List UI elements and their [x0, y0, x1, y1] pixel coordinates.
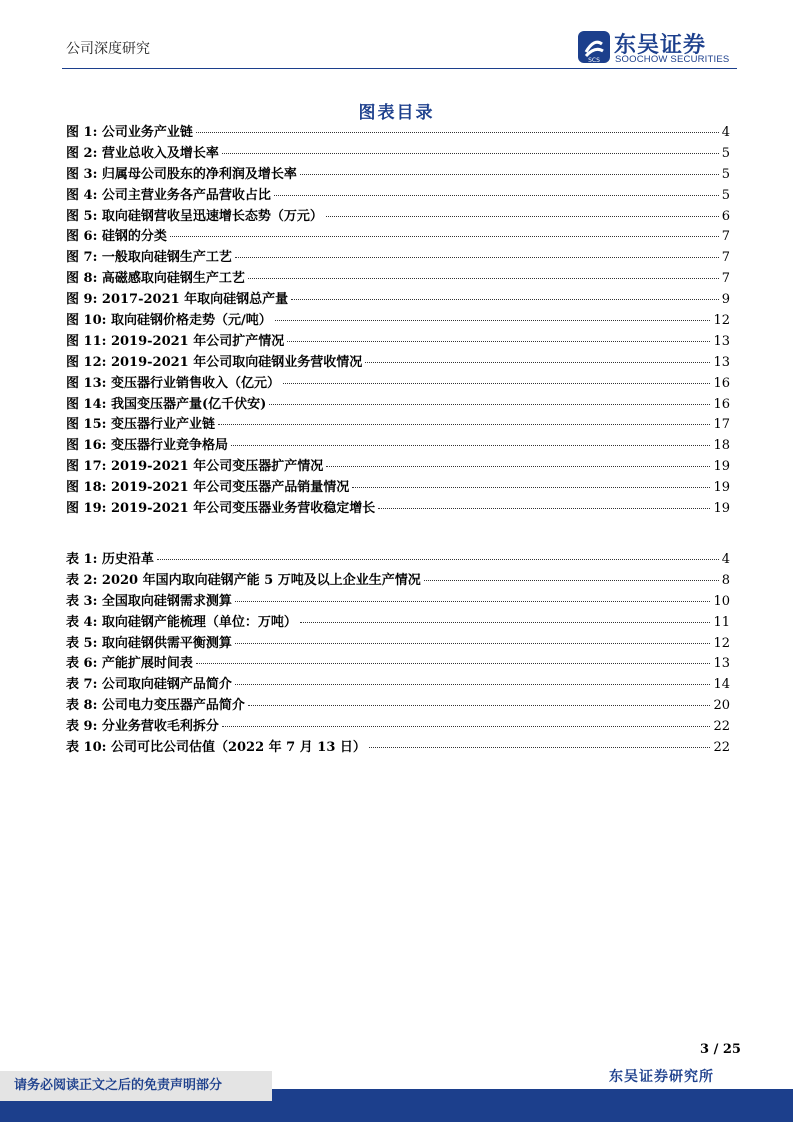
dot-leader — [248, 277, 719, 279]
dot-leader — [275, 319, 711, 321]
footer-institute: 东吴证券研究所 — [609, 1069, 714, 1085]
figure-entry[interactable] — [66, 434, 730, 455]
figure-entry[interactable] — [66, 288, 730, 309]
figure-entry-label: 图 18: 2019-2021 年公司变压器产品销量情况 — [66, 480, 350, 496]
figure-entry-page: 13 — [713, 333, 730, 349]
dot-leader — [222, 152, 719, 154]
figure-entry[interactable] — [66, 351, 730, 372]
table-entry-page: 8 — [721, 572, 730, 588]
table-entry-label: 表 1: 历史沿革 — [66, 552, 154, 567]
dot-leader — [218, 423, 711, 425]
figure-entry-page: 17 — [713, 417, 730, 433]
table-entry[interactable] — [66, 590, 730, 611]
dot-leader — [222, 725, 711, 727]
dot-leader — [235, 642, 711, 644]
table-list — [66, 548, 730, 757]
figure-entry-page: 18 — [713, 438, 730, 454]
figure-entry-label: 图 7: 一般取向硅钢生产工艺 — [66, 250, 232, 266]
dot-leader — [365, 361, 710, 363]
figure-entry-page: 5 — [721, 166, 730, 182]
figure-entry-label: 图 6: 硅钢的分类 — [66, 229, 167, 245]
brand-name-en: SOOCHOW SECURITIES — [615, 54, 730, 65]
toc-title: 图表目录 — [358, 103, 435, 123]
figure-entry[interactable] — [66, 476, 730, 497]
figure-entry-label: 图 4: 公司主营业务各产品营收占比 — [66, 187, 271, 203]
table-entry-label: 表 7: 公司取向硅钢产品简介 — [66, 677, 232, 693]
figure-entry[interactable] — [66, 184, 730, 205]
figure-entry-label: 图 17: 2019-2021 年公司变压器扩产情况 — [66, 459, 324, 475]
figure-entry-page: 5 — [721, 187, 730, 203]
table-entry[interactable] — [66, 548, 730, 569]
dot-leader — [326, 465, 710, 467]
figure-entry[interactable] — [66, 142, 730, 163]
figure-entry-page: 16 — [713, 375, 730, 391]
figure-entry-page: 19 — [713, 480, 730, 496]
figure-entry-label: 图 19: 2019-2021 年公司变压器业务营收稳定增长 — [66, 501, 376, 517]
figure-entry-label: 图 14: 我国变压器产量(亿千伏安) — [66, 396, 267, 412]
table-entry[interactable] — [66, 673, 730, 694]
dot-leader — [424, 579, 719, 581]
figure-entry[interactable] — [66, 309, 730, 330]
table-entry-label: 表 6: 产能扩展时间表 — [66, 656, 193, 672]
figure-entry-page: 13 — [713, 354, 730, 370]
figure-entry-page: 12 — [713, 313, 730, 329]
dot-leader — [235, 600, 711, 602]
figure-entry-page: 7 — [721, 229, 730, 245]
table-entry[interactable] — [66, 632, 730, 653]
dot-leader — [378, 507, 710, 509]
figure-entry[interactable] — [66, 330, 730, 351]
table-entry-page: 10 — [713, 593, 730, 609]
table-entry[interactable] — [66, 611, 730, 632]
table-entry[interactable] — [66, 652, 730, 673]
dot-leader — [352, 486, 710, 488]
figure-entry-page: 5 — [721, 145, 730, 161]
figure-entry-label: 图 16: 变压器行业竞争格局 — [66, 438, 228, 454]
figure-entry[interactable] — [66, 163, 730, 184]
table-entry-label: 表 9: 分业务营收毛利拆分 — [66, 719, 219, 735]
disclaimer-note: 请务必阅读正文之后的免责声明部分 — [0, 1071, 272, 1101]
dot-leader — [287, 340, 710, 342]
dot-leader — [326, 215, 719, 217]
table-entry-page: 20 — [713, 698, 730, 714]
figure-entry-label: 图 12: 2019-2021 年公司取向硅钢业务营收情况 — [66, 354, 363, 370]
dot-leader — [235, 683, 711, 685]
figure-entry-page: 7 — [721, 271, 730, 287]
header-divider — [62, 68, 737, 69]
dot-leader — [369, 746, 711, 748]
table-entry-label: 表 3: 全国取向硅钢需求测算 — [66, 593, 232, 609]
dot-leader — [235, 256, 719, 258]
dot-leader — [196, 662, 711, 664]
figure-entry[interactable] — [66, 225, 730, 246]
figure-entry-page: 4 — [721, 125, 730, 140]
figure-entry[interactable] — [66, 267, 730, 288]
table-entry-label: 表 10: 公司可比公司估值（2022 年 7 月 13 日） — [66, 740, 366, 756]
table-entry[interactable] — [66, 736, 730, 757]
dot-leader — [248, 704, 711, 706]
dot-leader — [291, 298, 719, 300]
figure-entry[interactable] — [66, 205, 730, 226]
brand-logo — [577, 30, 737, 66]
figure-entry-page: 9 — [721, 292, 730, 308]
dot-leader — [300, 173, 719, 175]
dot-leader — [231, 444, 711, 446]
table-entry-label: 表 4: 取向硅钢产能梳理（单位：万吨） — [66, 614, 297, 630]
table-entry-page: 12 — [713, 635, 730, 651]
figure-entry[interactable] — [66, 413, 730, 434]
table-entry-page: 22 — [713, 719, 730, 735]
figure-entry-label: 图 10: 取向硅钢价格走势（元/吨） — [66, 313, 272, 329]
figure-entry-label: 图 5: 取向硅钢营收呈迅速增长态势（万元） — [66, 208, 323, 224]
report-type-label: 公司深度研究 — [66, 41, 150, 57]
table-entry[interactable] — [66, 569, 730, 590]
figure-entry-page: 16 — [713, 396, 730, 412]
svg-text:SCS: SCS — [588, 57, 600, 64]
figure-entry-label: 图 2: 营业总收入及增长率 — [66, 145, 219, 161]
figure-entry-label: 图 3: 归属母公司股东的净利润及增长率 — [66, 166, 297, 182]
figure-entry-page: 7 — [721, 250, 730, 266]
table-entry-page: 22 — [713, 740, 730, 756]
figure-entry[interactable] — [66, 455, 730, 476]
figure-entry-page: 19 — [713, 459, 730, 475]
figure-entry[interactable] — [66, 393, 730, 414]
table-entry-page: 4 — [721, 552, 730, 567]
dot-leader — [283, 382, 711, 384]
table-entry-page: 11 — [713, 614, 730, 630]
figure-entry-label: 图 1: 公司业务产业链 — [66, 125, 193, 140]
dot-leader — [274, 194, 719, 196]
figure-entry[interactable] — [66, 121, 730, 142]
table-entry[interactable] — [66, 715, 730, 736]
table-entry-label: 表 5: 取向硅钢供需平衡测算 — [66, 635, 232, 651]
figure-entry[interactable] — [66, 497, 730, 518]
dot-leader — [157, 558, 719, 560]
table-entry-page: 13 — [713, 656, 730, 672]
soochow-logo-icon — [577, 30, 611, 64]
table-entry[interactable] — [66, 694, 730, 715]
figure-entry[interactable] — [66, 246, 730, 267]
figure-entry[interactable] — [66, 372, 730, 393]
figure-entry-label: 图 15: 变压器行业产业链 — [66, 417, 215, 433]
figure-entry-page: 6 — [721, 208, 730, 224]
dot-leader — [300, 621, 711, 623]
figure-entry-page: 19 — [713, 501, 730, 517]
figure-entry-label: 图 11: 2019-2021 年公司扩产情况 — [66, 333, 285, 349]
figure-entry-label: 图 8: 高磁感取向硅钢生产工艺 — [66, 271, 245, 287]
dot-leader — [196, 131, 719, 133]
table-entry-page: 14 — [713, 677, 730, 693]
table-entry-label: 表 2: 2020 年国内取向硅钢产能 5 万吨及以上企业生产情况 — [66, 572, 421, 588]
dot-leader — [170, 235, 719, 237]
figure-entry-label: 图 9: 2017-2021 年取向硅钢总产量 — [66, 292, 289, 308]
dot-leader — [269, 403, 710, 405]
page-number: 3 / 25 — [700, 1042, 741, 1057]
table-entry-label: 表 8: 公司电力变压器产品简介 — [66, 698, 245, 714]
figure-entry-label: 图 13: 变压器行业销售收入（亿元） — [66, 375, 280, 391]
brand-name-cn: 东吴证券 — [614, 33, 707, 58]
figure-list — [66, 121, 730, 518]
